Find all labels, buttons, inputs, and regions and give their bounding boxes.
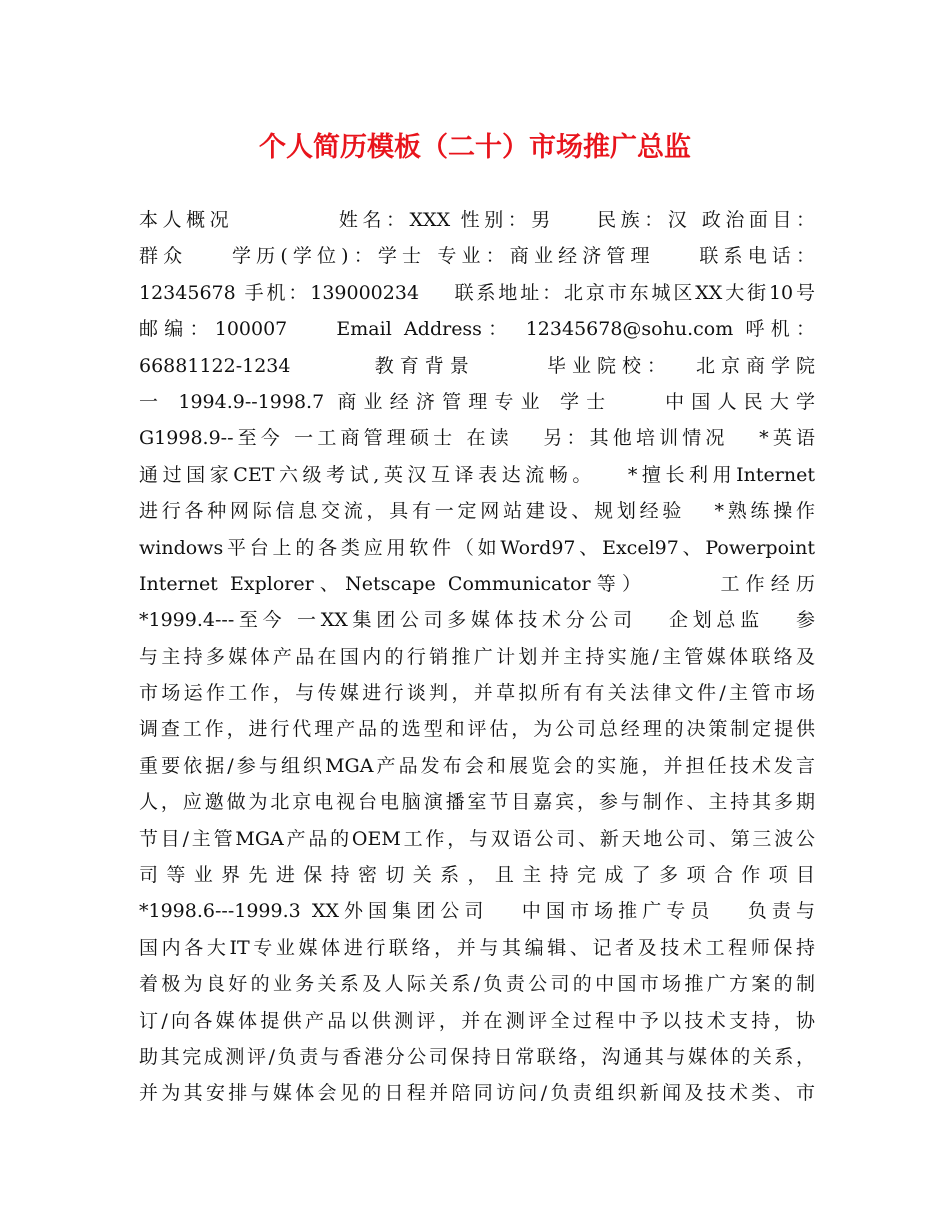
body-line: G1998.9--至今 一工商管理硕士 在读 另：其他培训情况 *英语 <box>139 427 815 450</box>
body-line: 助其完成测评/负责与香港分公司保持日常联络，沟通其与媒体的关系， <box>139 1045 815 1068</box>
body-line: 本人概况 姓名：XXX 性别：男 民族：汉 政治面目： <box>139 209 815 231</box>
body-line: 人，应邀做为北京电视台电脑演播室节目嘉宾，参与制作、主持其多期 <box>139 791 815 814</box>
body-line: 12345678 手机：139000234 联系地址：北京市东城区XX大街10号 <box>139 281 815 304</box>
body-line: 调查工作，进行代理产品的选型和评估，为公司总经理的决策制定提供 <box>139 718 815 741</box>
document-body <box>139 202 815 1112</box>
body-line: 群众 学历(学位)：学士 专业：商业经济管理 联系电话： <box>139 245 815 268</box>
body-line: 市场运作工作，与传媒进行谈判，并草拟所有有关法律文件/主管市场 <box>139 682 815 705</box>
body-line: 节目/主管MGA产品的OEM工作，与双语公司、新天地公司、第三波公 <box>139 827 815 850</box>
body-line: 订/向各媒体提供产品以供测评，并在测评全过程中予以技术支持，协 <box>139 1009 815 1032</box>
body-line: 国内各大IT专业媒体进行联络，并与其编辑、记者及技术工程师保持 <box>139 936 815 959</box>
body-line: *1999.4---至今 一XX集团公司多媒体技术分公司 企划总监 参 <box>139 609 815 632</box>
body-line: 通过国家CET六级考试,英汉互译表达流畅。 *擅长利用Internet <box>139 463 815 486</box>
body-line: 重要依据/参与组织MGA产品发布会和展览会的实施，并担任技术发言 <box>139 754 815 777</box>
body-line: 司等业界先进保持密切关系，且主持完成了多项合作项目 <box>139 864 815 887</box>
body-line: 进行各种网际信息交流，具有一定网站建设、规划经验 *熟练操作 <box>139 500 815 523</box>
body-line: 与主持多媒体产品在国内的行销推广计划并主持实施/主管媒体联络及 <box>139 645 815 668</box>
body-line: 并为其安排与媒体会见的日程并陪同访问/负责组织新闻及技术类、市 <box>139 1082 815 1105</box>
body-line: 着极为良好的业务关系及人际关系/负责公司的中国市场推广方案的制 <box>139 973 815 996</box>
body-line: 66881122-1234 教育背景 毕业院校： 北京商学院 <box>139 354 815 377</box>
body-line: *1998.6---1999.3 XX外国集团公司 中国市场推广专员 负责与 <box>139 900 815 923</box>
body-line: windows平台上的各类应用软件（如Word97、Excel97、Powerpoint <box>139 536 815 559</box>
document-title: 个人简历模板（二十）市场推广总监 <box>259 132 691 163</box>
body-line: 一 1994.9--1998.7 商业经济管理专业 学士 中国人民大学 <box>139 390 815 413</box>
body-line: Internet Explorer、Netscape Communicator等） 工作经历 <box>139 572 815 595</box>
body-line: 邮编：100007 Email Address： 12345678@sohu.com 呼机： <box>139 318 815 341</box>
